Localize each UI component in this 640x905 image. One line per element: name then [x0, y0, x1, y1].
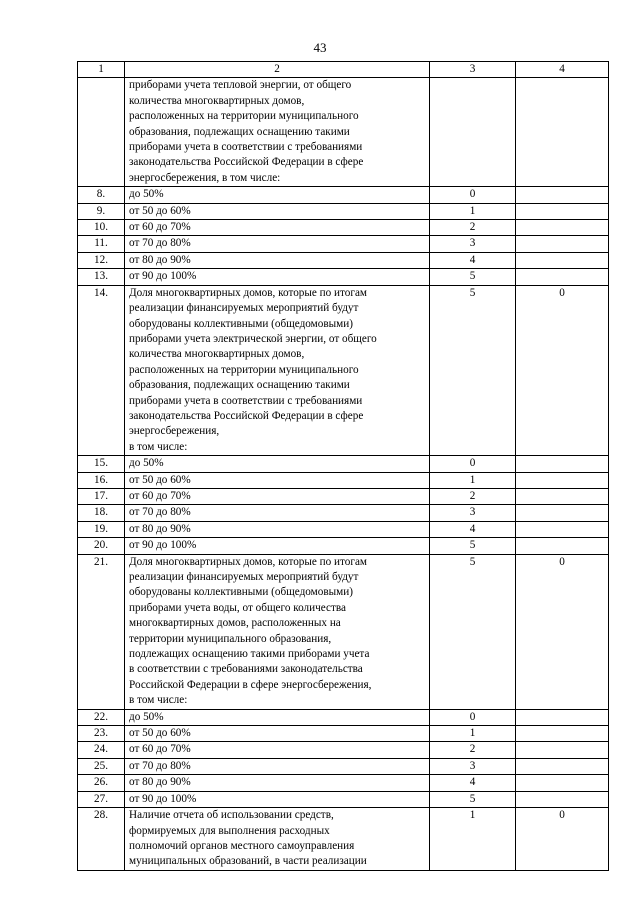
row-value-col-3: 4	[430, 775, 516, 791]
table-row	[78, 187, 609, 203]
table-row	[78, 78, 609, 187]
row-value-col-4: 0	[516, 285, 609, 455]
row-value-col-3: 4	[430, 521, 516, 537]
table-row	[78, 726, 609, 742]
header-col-4: 4	[516, 62, 609, 78]
row-number: 14.	[78, 285, 125, 455]
row-value-col-4: 0	[516, 808, 609, 871]
row-description: Наличие отчета об использовании средств, формируемых для выполнения расходных полномочий органов местного самоуправления муниципальных образований, в части реализации	[125, 808, 430, 871]
row-description: Доля многоквартирных домов, которые по итогам реализации финансируемых мероприятий будут оборудованы коллективными (общедомовыми) приборами учета электрической энергии, от общего количества многоквартирных домов, расположенных на территории муниципального образования, подлежащих оснащению такими приборами учета в соответствии с требованиями законодательства Российской Федерации в сфере энергосбережения, в том числе:	[125, 285, 430, 455]
table-row	[78, 220, 609, 236]
row-number	[78, 78, 125, 187]
row-value-col-3: 0	[430, 187, 516, 203]
row-value-col-3: 5	[430, 285, 516, 455]
row-description: от 50 до 60%	[125, 472, 430, 488]
table-row	[78, 742, 609, 758]
table-row	[78, 488, 609, 504]
row-value-col-4: 0	[516, 554, 609, 709]
row-description: от 70 до 80%	[125, 236, 430, 252]
row-description: до 50%	[125, 187, 430, 203]
row-value-col-4	[516, 187, 609, 203]
table-row	[78, 554, 609, 709]
row-value-col-3: 0	[430, 456, 516, 472]
row-description: от 60 до 70%	[125, 742, 430, 758]
row-number: 24.	[78, 742, 125, 758]
row-description: от 50 до 60%	[125, 203, 430, 219]
table-row	[78, 203, 609, 219]
row-value-col-3: 2	[430, 742, 516, 758]
row-value-col-4	[516, 252, 609, 268]
row-value-col-3: 3	[430, 758, 516, 774]
row-value-col-4	[516, 758, 609, 774]
row-number: 17.	[78, 488, 125, 504]
row-value-col-3	[430, 78, 516, 187]
row-value-col-4	[516, 709, 609, 725]
table-row	[78, 236, 609, 252]
row-description: Доля многоквартирных домов, которые по итогам реализации финансируемых мероприятий будут оборудованы коллективными (общедомовыми) приборами учета воды, от общего количества многоквартирных домов, расположенных на территории муниципального образования, подлежащих оснащению такими приборами учета в соответствии с требованиями законодательства Российской Федерации в сфере энергосбережения, в том числе:	[125, 554, 430, 709]
table-row	[78, 758, 609, 774]
row-description: от 90 до 100%	[125, 791, 430, 807]
row-value-col-4	[516, 203, 609, 219]
row-value-col-3: 1	[430, 808, 516, 871]
row-value-col-3: 3	[430, 236, 516, 252]
row-value-col-4	[516, 472, 609, 488]
row-number: 12.	[78, 252, 125, 268]
row-value-col-3: 5	[430, 791, 516, 807]
row-value-col-4	[516, 775, 609, 791]
table-row	[78, 521, 609, 537]
row-value-col-4	[516, 521, 609, 537]
indicators-table	[77, 61, 609, 871]
row-number: 25.	[78, 758, 125, 774]
row-value-col-4	[516, 220, 609, 236]
row-value-col-3: 1	[430, 203, 516, 219]
row-value-col-3: 4	[430, 252, 516, 268]
row-value-col-3: 2	[430, 488, 516, 504]
row-description: до 50%	[125, 456, 430, 472]
row-number: 11.	[78, 236, 125, 252]
row-value-col-4	[516, 236, 609, 252]
page-number: 43	[313, 40, 327, 55]
row-value-col-3: 2	[430, 220, 516, 236]
row-description: до 50%	[125, 709, 430, 725]
row-number: 20.	[78, 538, 125, 554]
row-description: от 90 до 100%	[125, 269, 430, 285]
row-value-col-4	[516, 78, 609, 187]
table-row	[78, 808, 609, 871]
row-number: 18.	[78, 505, 125, 521]
row-value-col-3: 3	[430, 505, 516, 521]
row-description: от 60 до 70%	[125, 220, 430, 236]
row-description: от 50 до 60%	[125, 726, 430, 742]
header-col-2: 2	[125, 62, 430, 78]
row-value-col-4	[516, 538, 609, 554]
row-number: 15.	[78, 456, 125, 472]
row-value-col-3: 5	[430, 538, 516, 554]
row-value-col-4	[516, 742, 609, 758]
table-row	[78, 285, 609, 455]
table-header-row	[78, 62, 609, 78]
row-value-col-4	[516, 456, 609, 472]
table-row	[78, 775, 609, 791]
row-number: 9.	[78, 203, 125, 219]
row-description: от 60 до 70%	[125, 488, 430, 504]
table-row	[78, 252, 609, 268]
row-number: 16.	[78, 472, 125, 488]
row-number: 13.	[78, 269, 125, 285]
row-value-col-3: 0	[430, 709, 516, 725]
row-value-col-3: 5	[430, 554, 516, 709]
row-number: 22.	[78, 709, 125, 725]
row-number: 8.	[78, 187, 125, 203]
row-number: 23.	[78, 726, 125, 742]
table-row	[78, 269, 609, 285]
row-number: 19.	[78, 521, 125, 537]
row-value-col-4	[516, 726, 609, 742]
row-number: 21.	[78, 554, 125, 709]
row-number: 26.	[78, 775, 125, 791]
table-row	[78, 709, 609, 725]
row-description: от 80 до 90%	[125, 775, 430, 791]
table-row	[78, 791, 609, 807]
row-description: от 70 до 80%	[125, 505, 430, 521]
row-description: от 90 до 100%	[125, 538, 430, 554]
row-number: 10.	[78, 220, 125, 236]
row-value-col-3: 1	[430, 472, 516, 488]
row-value-col-4	[516, 488, 609, 504]
header-col-3: 3	[430, 62, 516, 78]
row-description: приборами учета тепловой энергии, от общего количества многоквартирных домов, расположенных на территории муниципального образования, подлежащих оснащению такими приборами учета в соответствии с требованиями законодательства Российской Федерации в сфере энергосбережения, в том числе:	[125, 78, 430, 187]
row-value-col-4	[516, 791, 609, 807]
header-col-1: 1	[78, 62, 125, 78]
table-row	[78, 538, 609, 554]
row-description: от 80 до 90%	[125, 521, 430, 537]
table-row	[78, 472, 609, 488]
row-value-col-3: 1	[430, 726, 516, 742]
row-description: от 80 до 90%	[125, 252, 430, 268]
row-description: от 70 до 80%	[125, 758, 430, 774]
row-value-col-4	[516, 269, 609, 285]
row-number: 28.	[78, 808, 125, 871]
row-number: 27.	[78, 791, 125, 807]
table-row	[78, 456, 609, 472]
table-row	[78, 505, 609, 521]
row-value-col-4	[516, 505, 609, 521]
row-value-col-3: 5	[430, 269, 516, 285]
